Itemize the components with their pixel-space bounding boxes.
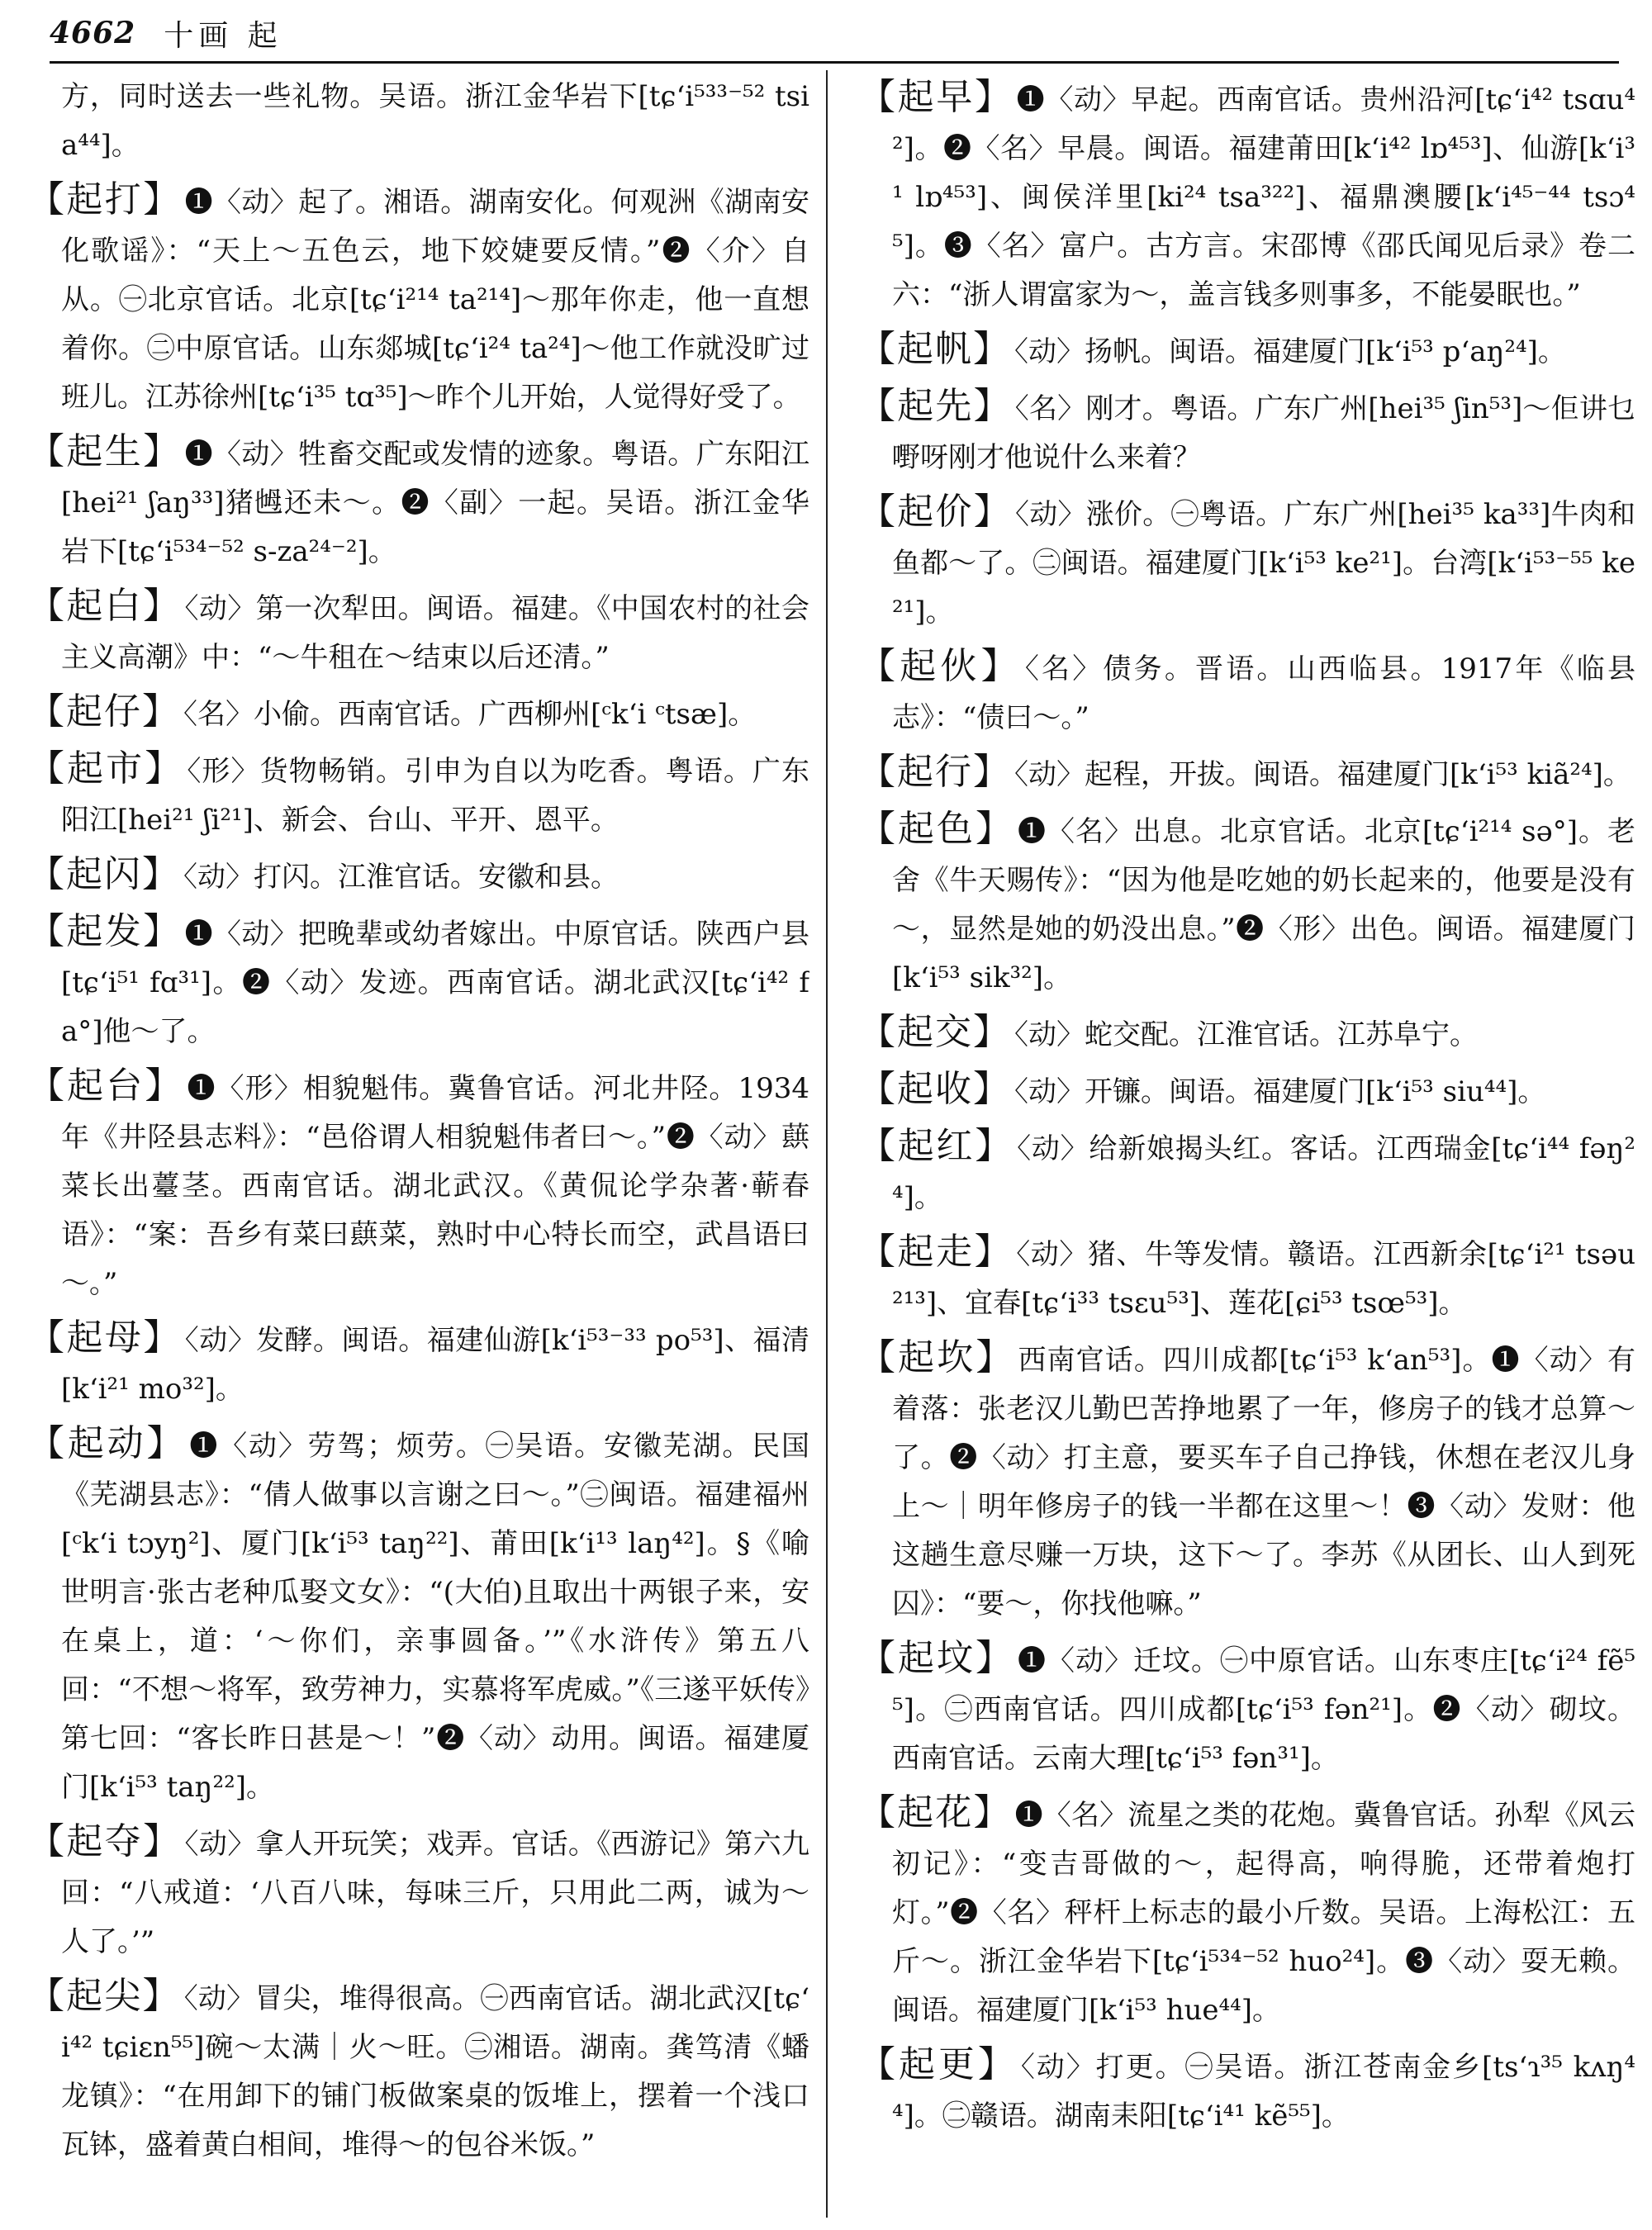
entry-headword: 【起伙】 [859,645,1022,687]
entry-headword: 【起花】 [859,1791,1012,1834]
right-entry-list [859,73,1635,2141]
left-column [28,73,809,2220]
entry-headword: 【起市】 [28,747,184,790]
entry-definition: 〈名〉刚才。粤语。广东广州[hei³⁵ ʃin⁵³]～佢讲乜嘢呀刚才他说什么来着？ [892,392,1635,474]
entry-definition: ❶〈动〉把晚辈或幼者嫁出。中原官话。陕西户县[tɕʻi⁵¹ fɑ³¹]。❷〈动〉发迹。西南官话。湖北武汉[tɕʻi⁴² fa°]他～了。 [61,918,809,1048]
entry-definition: 〈动〉打更。㊀吴语。浙江苍南金乡[tsʻɿ³⁵ kʌŋ⁴⁴]。㊁赣语。湖南耒阳[tɕʻi⁴¹ kẽ⁵⁵]。 [892,2051,1635,2133]
entry-definition: ❶〈形〉相貌魁伟。冀鲁官话。河北井陉。1934年《井陉县志料》：“邑俗谓人相貌魁伟者曰～。”❷〈动〉蕻菜长出薹茎。西南官话。湖北武汉。《黄侃论学杂著·蕲春语》：“案：吾乡有菜曰蕻菜，熟时中心特长而空，武昌语曰～。” [61,1072,809,1300]
page-section-title: 十画 起 [164,18,282,53]
dictionary-entry [28,581,809,682]
page-number: 4662 [50,16,136,50]
entry-headword: 【起交】 [859,1011,1011,1053]
entry-headword: 【起动】 [28,1422,187,1464]
entry-definition: 西南官话。四川成都[tɕʻi⁵³ kʻan⁵³]。❶〈动〉有着落：张老汉儿勤巴苦挣地累了一年，修房子的钱才总算～了。❷〈动〉打主意，要买车子自己挣钱，休想在老汉儿身上～｜明年修房子的钱一半都在这里～！❸〈动〉发财：他这趟生意尽赚一万块，这下～了。李苏《从团长、山人到死囚》：“要～，你找他嘛。” [892,1344,1635,1620]
entry-headword: 【起色】 [859,808,1014,850]
entry-definition: 〈动〉蛇交配。江淮官话。江苏阜宁。 [1014,1018,1478,1051]
dictionary-entry [859,1227,1635,1328]
entry-definition: 〈动〉涨价。㊀粤语。广东广州[hei³⁵ ka³³]牛肉和鱼都～了。㊁闽语。福建厦门[kʻi⁵³ ke²¹]。台湾[kʻi⁵³⁻⁵⁵ ke²¹]。 [892,498,1635,629]
entry-definition: 〈动〉第一次犁田。闽语。福建。《中国农村的社会主义高潮》中：“～牛租在～结束以后还清。” [61,592,809,674]
dictionary-entry [28,1061,809,1308]
dictionary-entry [28,1817,809,1967]
entry-definition: ❶〈动〉劳驾；烦劳。㊀吴语。安徽芜湖。民国《芜湖县志》：“倩人做事以言谢之曰～。”㊁闽语。福建福州[ᶜkʻi tɔyŋ²]、厦门[kʻi⁵³ taŋ²²]、莆田[kʻi¹³ laŋ⁴²]。§《喻世明言·张古老种瓜娶文女》：“(大伯)且取出十两银子来，安在桌上，道：‘～你们，亲事圆备。’”《水浒传》第五八回：“不想～将军，致劳神力，实慕将军虎威。”《三遂平妖传》第七回：“客长昨日甚是～！”❷〈动〉动用。闽语。福建厦门[kʻi⁵³ taŋ²²]。 [61,1430,809,1804]
dictionary-entry [859,1634,1635,1783]
entry-headword: 【起更】 [859,2043,1018,2085]
entry-definition: ❶〈名〉流星之类的花炮。冀鲁官话。孙犁《风云初记》：“变吉哥做的～，起得高，响得脆，还带着炮打灯。”❷〈名〉秤杆上标志的最小斤数。吴语。上海松江：五斤～。浙江金华岩下[tɕʻi⁵³⁴⁻⁵² huo²⁴]。❸〈动〉耍无赖。闽语。福建厦门[kʻi⁵³ hue⁴⁴]。 [892,1799,1635,2027]
page-header [50,8,1619,58]
entry-headword: 【起收】 [859,1068,1011,1110]
entry-headword: 【起红】 [859,1125,1014,1167]
dictionary-entry [859,487,1635,637]
dictionary-entry [28,907,809,1056]
dictionary-entry [859,1008,1635,1060]
entry-definition: 〈名〉债务。晋语。山西临县。1917年《临县志》：“债曰～。” [892,652,1635,734]
dictionary-entry [28,850,809,902]
entry-headword: 【起价】 [859,491,1012,533]
entry-headword: 【起坎】 [859,1336,1015,1378]
entry-headword: 【起母】 [28,1317,182,1359]
entry-headword: 【起先】 [859,385,1012,427]
dictionary-entry [859,642,1635,743]
dictionary-entry [859,325,1635,377]
dictionary-entry [859,747,1635,799]
entry-definition: 〈动〉拿人开玩笑；戏弄。官话。《西游记》第六九回：“八戒道：‘八百八味，每味三斤，只用此二两，诚为～人了。’” [61,1828,809,1958]
dictionary-entry [859,2040,1635,2141]
dictionary-entry [28,427,809,576]
entry-definition: ❶〈名〉出息。北京官话。北京[tɕʻi²¹⁴ sə°]。老舍《牛天赐传》：“因为他是吃她的奶长起来的，他要是没有～，显然是她的奶没出息。”❷〈形〉出色。闽语。福建厦门[kʻi⁵³ sik³²]。 [892,815,1635,994]
entry-headword: 【起早】 [859,76,1014,118]
entry-headword: 【起打】 [28,178,182,221]
entry-headword: 【起走】 [859,1231,1014,1273]
dictionary-entry [28,1419,809,1812]
entry-definition: 〈动〉打闪。江淮官话。安徽和县。 [183,861,619,894]
dictionary-entry [28,175,809,422]
right-column [859,73,1635,2220]
dictionary-entry [28,1313,809,1414]
dictionary-entry [28,744,809,845]
dictionary-entry [28,1971,809,2170]
column-divider [826,70,828,2218]
entry-definition: 〈动〉冒尖，堆得很高。㊀西南官话。湖北武汉[tɕʻi⁴² tɕiɛn⁵⁵]碗～太满｜火～旺。㊁湘语。湖南。龚笃清《蟠龙镇》：“在用卸下的铺门板做案桌的饭堆上，摆着一个浅口瓦钵，盛着黄白相间，堆得～的包谷米饭。” [61,1982,809,2161]
dictionary-entry [859,1065,1635,1117]
entry-headword: 【起坟】 [859,1637,1014,1679]
left-entry-list [28,175,809,2170]
header-rule [50,61,1619,64]
entry-definition: 〈动〉发酵。闽语。福建仙游[kʻi⁵³⁻³³ po⁵³]、福清[kʻi²¹ mo³²]。 [61,1324,809,1406]
entry-headword: 【起生】 [28,430,182,472]
entry-headword: 【起夺】 [28,1820,182,1862]
entry-definition: 〈形〉货物畅销。引申为自以为吃香。粤语。广东阳江[hei²¹ ʃi²¹]、新会、台山、平开、恩平。 [61,755,809,837]
entry-headword: 【起行】 [859,751,1011,793]
entry-headword: 【起仔】 [28,690,180,733]
dictionary-entry [859,382,1635,482]
dictionary-entry [859,804,1635,1003]
entry-headword: 【起尖】 [28,1975,181,2017]
dictionary-entry [28,687,809,739]
entry-definition: ❶〈动〉牲畜交配或发情的迹象。粤语。广东阳江[hei²¹ ʃaŋ³³]猪乸还未～。❷〈副〉一起。吴语。浙江金华岩下[tɕʻi⁵³⁴⁻⁵² s-za²⁴⁻²]。 [61,438,809,568]
entry-definition: ❶〈动〉迁坟。㊀中原官话。山东枣庄[tɕʻi²⁴ fẽ⁵⁵]。㊁西南官话。四川成都[tɕʻi⁵³ fən²¹]。❷〈动〉砌坟。西南官话。云南大理[tɕʻi⁵³ fən³¹]。 [892,1644,1635,1775]
entry-headword: 【起白】 [28,585,182,627]
entry-definition: ❶〈动〉起了。湘语。湖南安化。何观洲《湖南安化歌谣》：“天上～五色云，地下姣婕要反情。”❷〈介〉自从。㊀北京官话。北京[tɕʻi²¹⁴ ta²¹⁴]～那年你走，他一直想着你。㊁中原官话。山东郯城[tɕʻi²⁴ ta²⁴]～他工作就没旷过班儿。江苏徐州[tɕʻi³⁵ tɑ³⁵]～昨个儿开始，人觉得好受了。 [61,186,809,414]
entry-definition: 〈动〉给新娘揭头红。客话。江西瑞金[tɕʻi⁴⁴ fəŋ²⁴]。 [892,1132,1635,1214]
entry-definition: 〈动〉扬帆。闽语。福建厦门[kʻi⁵³ pʻaŋ²⁴]。 [1014,335,1566,368]
entry-headword: 【起台】 [28,1065,184,1107]
entry-definition: 〈动〉开镰。闽语。福建厦门[kʻi⁵³ siu⁴⁴]。 [1014,1075,1546,1108]
dictionary-entry [859,1122,1635,1222]
dictionary-entry [859,73,1635,320]
entry-headword: 【起发】 [28,910,182,952]
entry-definition: 〈动〉起程，开拔。闽语。福建厦门[kʻi⁵³ kiã²⁴]。 [1014,758,1631,791]
continuation-text: 方，同时送去一些礼物。吴语。浙江金华岩下[tɕʻi⁵³³⁻⁵² tsia⁴⁴]。 [61,80,809,162]
entry-definition: 〈动〉猪、牛等发情。赣语。江西新余[tɕʻi²¹ tsəu²¹³]、宜春[tɕʻi³³ tsɛu⁵³]、莲花[ɕi⁵³ tsœ⁵³]。 [892,1238,1635,1320]
entry-headword: 【起闪】 [28,853,180,895]
entry-definition: 〈名〉小偷。西南官话。广西柳州[ᶜkʻi ᶜtsæ]。 [183,698,757,731]
entry-definition: ❶〈动〉早起。西南官话。贵州沿河[tɕʻi⁴² tsɑu⁴²]。❷〈名〉早晨。闽语。福建莆田[kʻi⁴² lɒ⁴⁵³]、仙游[kʻi³¹ lɒ⁴⁵³]、闽侯洋里[ki²⁴ tsa³²²]、福鼎澳腰[kʻi⁴⁵⁻⁴⁴ tsɔ⁴⁵]。❸〈名〉富户。古方言。宋邵博《邵氏闻见后录》卷二六：“浙人谓富家为～，盖言钱多则事多，不能晏眠也。” [892,83,1635,311]
dictionary-entry [859,1788,1635,2035]
entry-headword: 【起帆】 [859,328,1011,370]
dictionary-entry [859,1333,1635,1629]
